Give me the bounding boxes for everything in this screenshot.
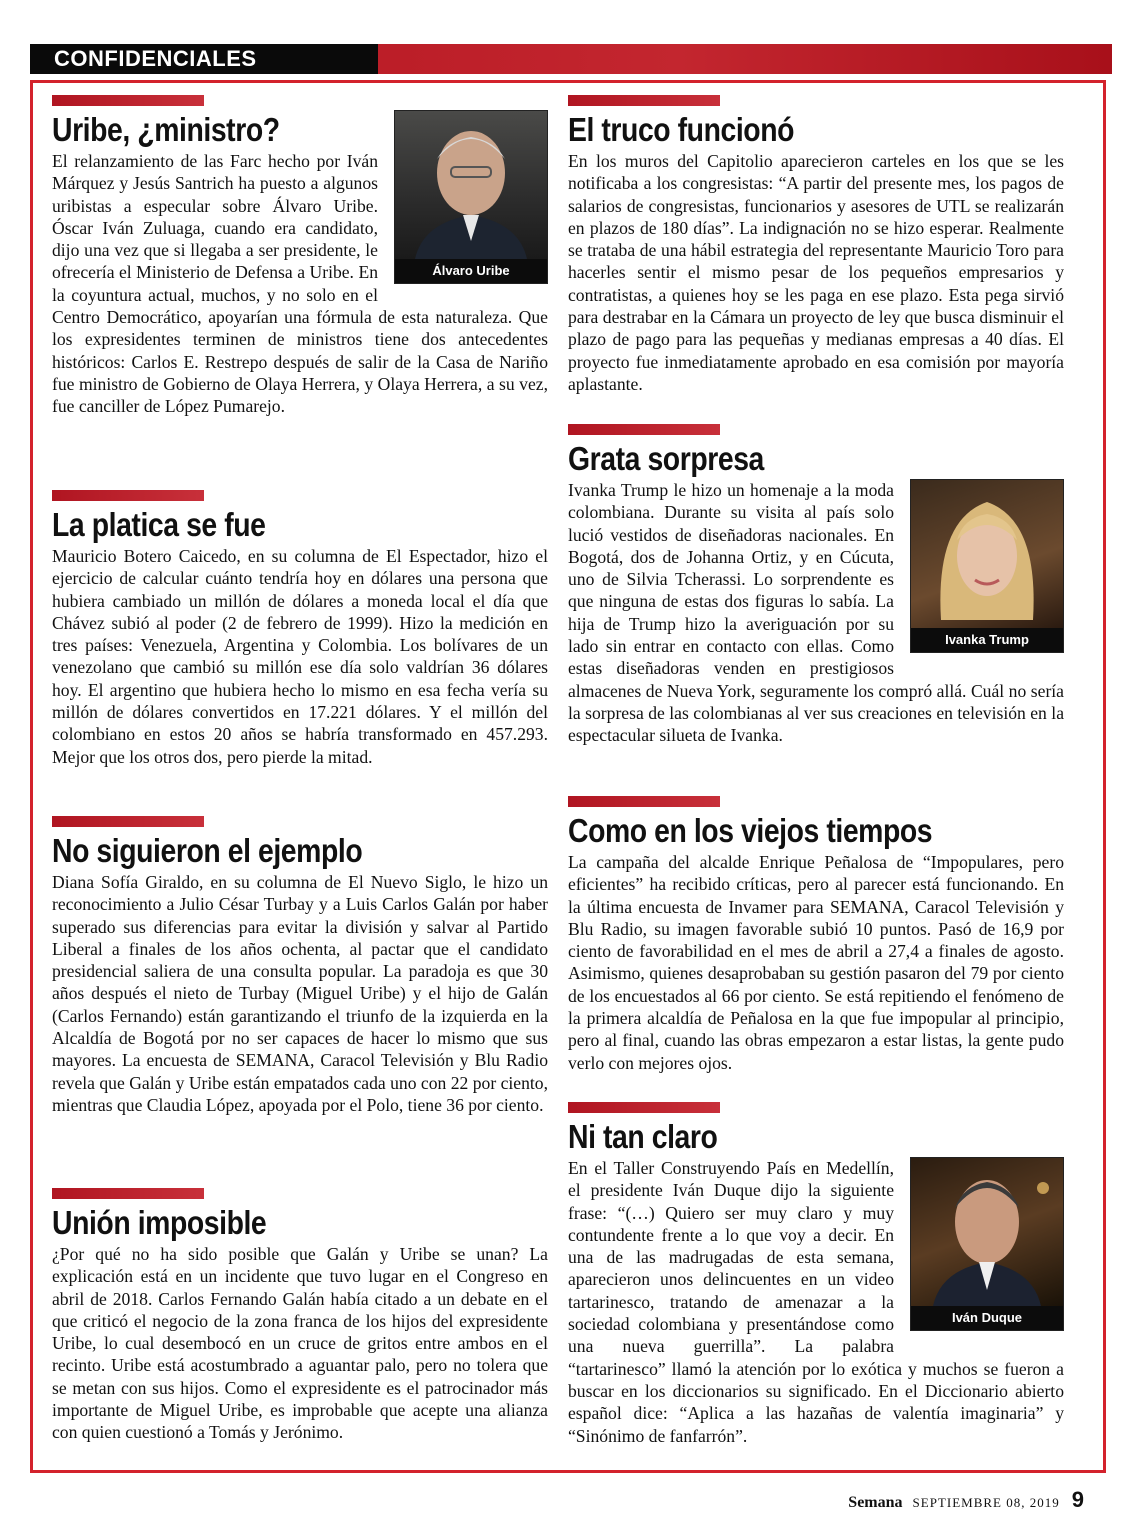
portrait-icon — [395, 111, 547, 259]
article-la-platica-se-fue — [52, 490, 548, 768]
article-grata-sorpresa — [568, 424, 1064, 747]
article-uribe-ministro — [52, 95, 548, 418]
article-title: El truco funcionó — [568, 111, 795, 148]
red-bar — [568, 1102, 720, 1113]
article-body: Diana Sofía Giraldo, en su columna de El Nuevo Siglo, le hizo un reconocimiento a Julio César Turbay y a Luis Carlos Galán por haber superado sus diferencias para evitar la división y salvar al Partido Liberal a finales de los años ochenta, al pactar que el candidato presidencial saliera de una consulta popular. La paradoja es que 30 años después el nieto de Turbay (Miguel Uribe) y el hijo de Galán (Carlos Fernando) están garantizando el triunfo de la izquierda en la Alcaldía de Bogotá por no ser capaces de hacer lo mismo que sus mayores. La encuesta de SEMANA, Caracol Televisión y Blu Radio revela que Galán y Uribe están empatados cada uno con 22 por ciento, mientras que Claudia López, apoyada por el Polo, tiene 36 por ciento. — [52, 872, 548, 1115]
article-title: Grata sorpresa — [568, 440, 764, 477]
photo-caption: Ivanka Trump — [911, 628, 1063, 652]
article-como-en-los-viejos-tiempos — [568, 796, 1064, 1074]
red-bar — [568, 95, 720, 106]
article-body: En los muros del Capitolio aparecieron carteles en los que se les notificaba a los congresistas: “A partir del presente mes, los pagos de salarios de congresistas, funcionarios y asesores de UTL se realizarán en plazos de 180 días”. La indignación no se hizo esperar. Realmente se trataba de una hábil estrategia del representante Mauricio Toro para hacerles sentir el mismo pesar de los pequeños empresarios y contratistas, a quienes hoy se les paga en ese plazo. Esta pega sirvió para destrabar en la Cámara un proyecto de ley que busca disminuir el plazo de pago para las pequeñas y medianas empresas a 40 días. El proyecto fue inmediatamente aprobado en esa comisión por mayoría aplastante. — [568, 151, 1064, 394]
article-body: Ivanka Trump le hizo un homenaje a la moda colombiana. Durante su visita al país solo lució vestidos de diseñadoras nacionales. En Bogotá, dos de Johanna Ortiz, y en Cúcuta, uno de Silvia Tcherassi. Lo sorprendente es que ninguna de estas dos figuras lo sabía. La hija de Trump hizo la averiguación por su lado sin entrar en contacto con ellas. Como estas diseñadoras venden en prestigiosos almacenes de Nueva York, seguramente los compró allá. Cuál no sería la sorpresa de las colombianas al ver sus creaciones en televisión en la espectacular silueta de Ivanka. — [568, 480, 1064, 746]
portrait-image — [911, 480, 1063, 628]
red-bar — [52, 1188, 204, 1199]
article-title: Ni tan claro — [568, 1118, 718, 1155]
red-bar — [52, 816, 204, 827]
article-no-siguieron-el-ejemplo — [52, 816, 548, 1116]
article-title: Como en los viejos tiempos — [568, 812, 933, 849]
portrait-image — [395, 111, 547, 259]
article-title: Unión imposible — [52, 1204, 267, 1241]
section-title: CONFIDENCIALES — [54, 46, 257, 71]
article-title: La platica se fue — [52, 506, 266, 543]
article-ni-tan-claro — [568, 1102, 1064, 1447]
article-title: No siguieron el ejemplo — [52, 832, 363, 869]
photo-ivan-duque — [910, 1157, 1064, 1331]
article-body: ¿Por qué no ha sido posible que Galán y Uribe se unan? La explicación está en un incidente que tuvo lugar en el Congreso en abril de 2018. Carlos Fernando Galán había citado a un debate en el que criticó el negocio de la zona franca de los hijos del expresidente Uribe, lo cual desembocó en un cruce de gritos entre ambos en el recinto. Uribe está acostumbrado a aguantar palo, pero no tolera que se metan con sus hijos. Como el expresidente es el patrocinador más importante de Miguel Uribe, es improbable que acepte una alianza con quien cuestionó a Tomás y Jerónimo. — [52, 1244, 548, 1443]
photo-ivanka-trump — [910, 479, 1064, 653]
magazine-brand: Semana — [848, 1494, 903, 1511]
portrait-image — [911, 1158, 1063, 1306]
portrait-icon — [911, 1158, 1063, 1306]
page-footer — [848, 1487, 1084, 1513]
photo-caption: Iván Duque — [911, 1306, 1063, 1330]
photo-alvaro-uribe — [394, 110, 548, 284]
article-body: La campaña del alcalde Enrique Peñalosa de “Impopulares, pero eficientes” ha recibido críticas, pero al parecer está funcionando. En la última encuesta de Invamer para SEMANA, Caracol Televisión y Blu Radio, su imagen favorable subió 10 puntos. Pasó de 16,9 por ciento de favorabilidad en el mes de abril a 27,4 a finales de agosto. Asimismo, quienes desaprobaban su gestión pasaron del 79 por ciento de los encuestados al 66 por ciento. Se está repitiendo el fenómeno de la primera alcaldía de Peñalosa en la que fue impopular al principio, pero al final, cuando las obras empezaron a estar listas, la gente pudo verlo con mejores ojos. — [568, 852, 1064, 1073]
portrait-icon — [911, 480, 1063, 628]
article-union-imposible — [52, 1188, 548, 1444]
article-title: Uribe, ¿ministro? — [52, 111, 280, 148]
article-body: El relanzamiento de las Farc hecho por Iván Márquez y Jesús Santrich ha puesto a algunos uribistas a especular sobre Álvaro Uribe. Óscar Iván Zuluaga, cuando era candidato, dijo una vez que si llegaba a ser presidente, le ofrecería el Ministerio de Defensa a Uribe. En la coyuntura actual, muchos, y no solo en el Centro Democrático, apoyarían una fórmula de esta naturaleza. Que los expresidentes terminen de ministros tiene dos antecedentes históricos: Carlos E. Restrepo después de salir de la Casa de Nariño fue ministro de Gobierno de Olaya Herrera, y Olaya Herrera, a su vez, fue canciller de López Pumarejo. — [52, 151, 548, 417]
red-bar — [568, 424, 720, 435]
article-body: Mauricio Botero Caicedo, en su columna de El Espectador, hizo el ejercicio de calcular cuánto tendría hoy en dólares una persona que hubiera cambiado un millón de dólares a moneda local el día que Chávez subió al poder (2 de febrero de 1999). Hizo la medición en tres países: Venezuela, Argentina y Colombia. Los bolívares de un venezolano que cambió su millón ese día solo valdrían 36 dólares hoy. El argentino que hubiera hecho lo mismo en esa fecha vería su millón de dólares convertidos en 17.221 dólares. Y el millón del colombiano en estos 20 años se habría transformado en 457.293. Mejor que los otros dos, pero pierde la mitad. — [52, 546, 548, 767]
red-bar — [52, 95, 204, 106]
red-bar — [52, 490, 204, 501]
red-bar — [568, 796, 720, 807]
page-number: 9 — [1071, 1487, 1084, 1512]
photo-caption: Álvaro Uribe — [395, 259, 547, 283]
article-el-truco-funciono — [568, 95, 1064, 395]
article-body: En el Taller Construyendo País en Medellín, el presidente Iván Duque dijo la siguiente frase: “(…) Quiero ser muy claro y muy contundente frente a lo que voy a decir. En una de las madrugadas de esta semana, aparecieron unos delincuentes en un video tartarinesco, tratando de amenazar a la sociedad colombiana y presentándose como una nueva guerrilla”. La palabra “tartarinesco” llamó la atención por lo exótica y muchos se fueron a buscar en los diccionarios su significado. En el Diccionario abierto español dice: “Aplica a las hazañas de valentía imaginaria” y “Sinónimo de fanfarrón”. — [568, 1158, 1064, 1446]
issue-date: SEPTIEMBRE 08, 2019 — [912, 1495, 1060, 1510]
